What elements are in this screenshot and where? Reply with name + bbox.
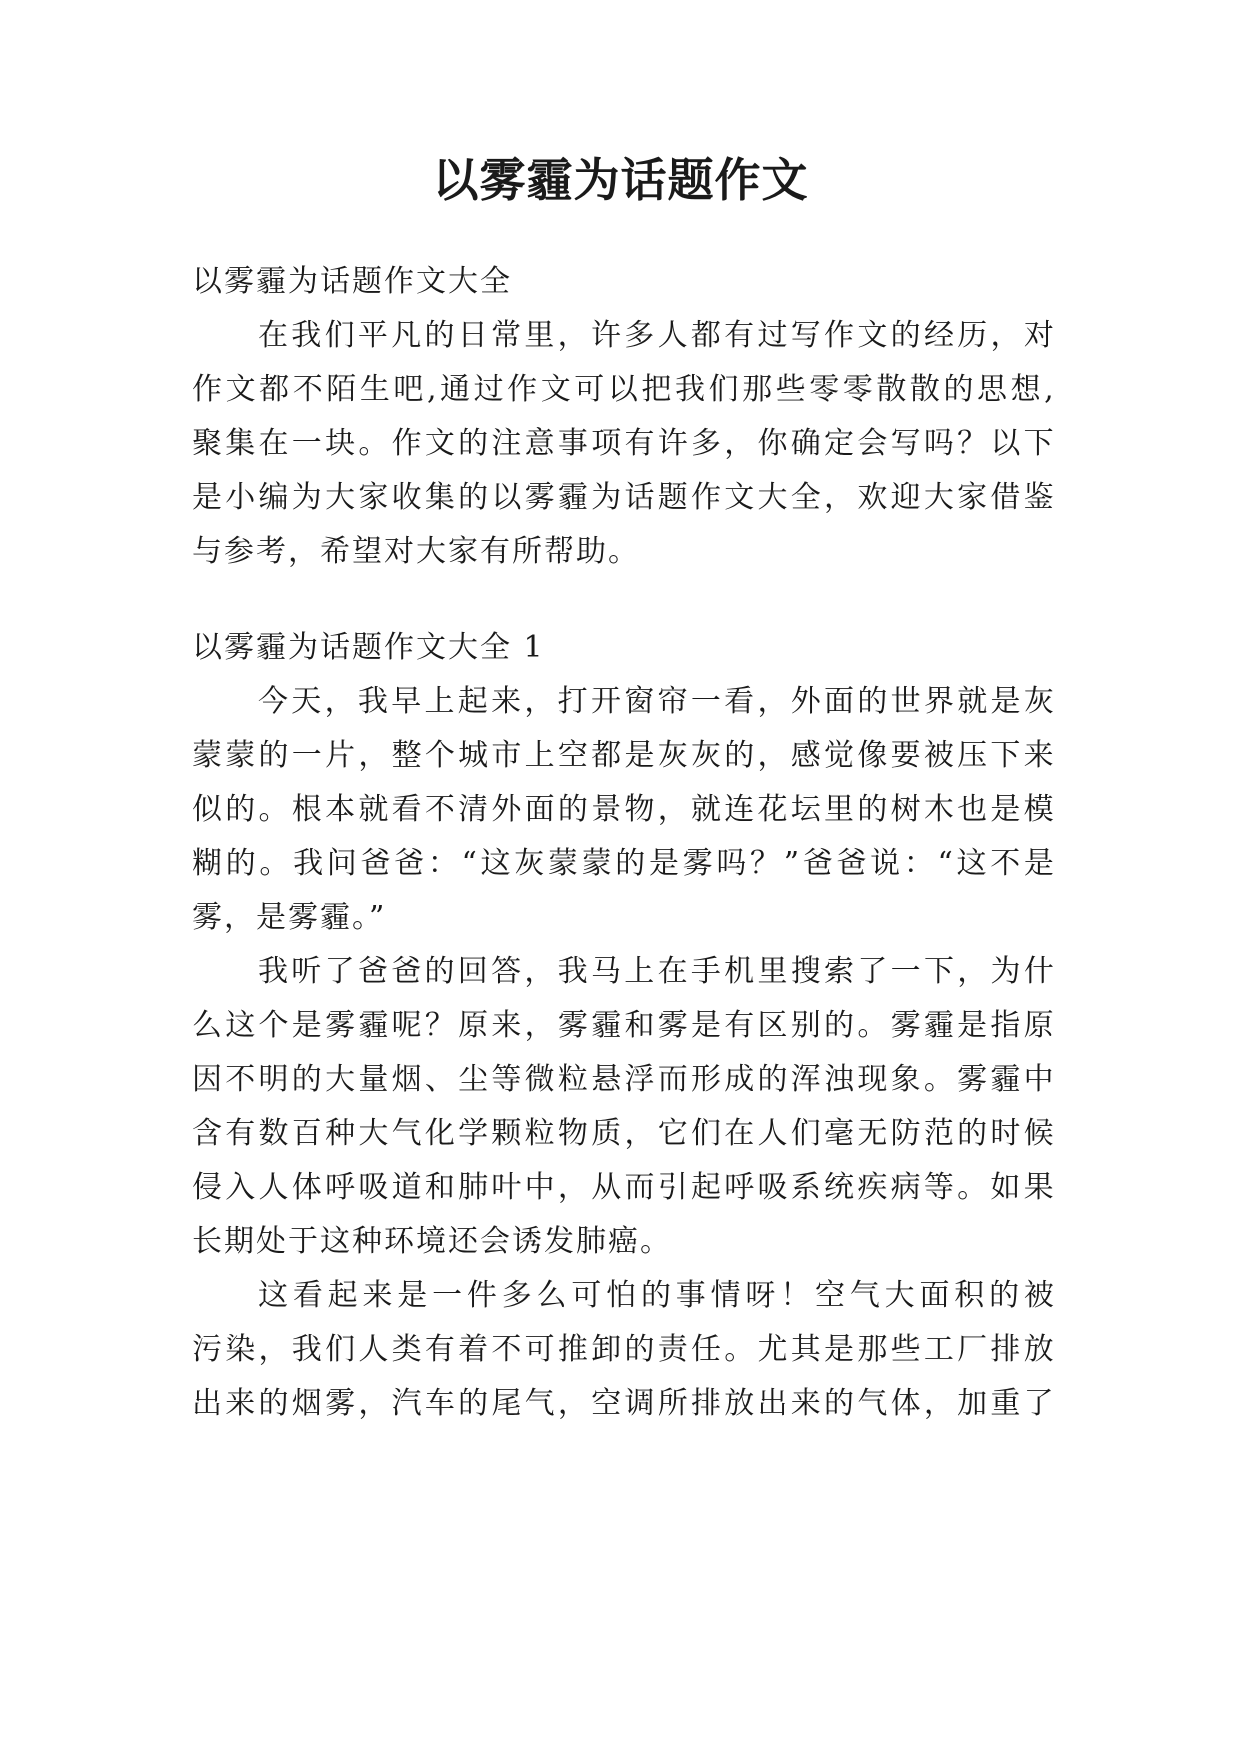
section-heading: 以雾霾为话题作文大全 (192, 264, 512, 299)
paragraph-line: 污 染 ， 我 们 人 类 有 着 不 可 推 卸 的 责 任 。 尤 其 是 那 些 工 厂 排 放 (192, 1332, 1054, 1367)
paragraph-line: 么 这 个 是 雾 霾 呢 ？ 原 来 ， 雾 霾 和 雾 是 有 区 别 的 。 雾 霾 是 指 原 (192, 1008, 1054, 1043)
paragraph-line: 我 听 了 爸 爸 的 回 答 ， 我 马 上 在 手 机 里 搜 索 了 一 下 ， 为 什 (258, 954, 1054, 989)
paragraph-line: 聚 集 在 一 块 。 作 文 的 注 意 事 项 有 许 多 ， 你 确 定 会 写 吗 ？ 以 下 (192, 426, 1054, 461)
paragraph-line: 是 小 编 为 大 家 收 集 的 以 雾 霾 为 话 题 作 文 大 全 ， 欢 迎 大 家 借 鉴 (192, 480, 1054, 515)
section-heading: 以雾霾为话题作文大全 1 (192, 630, 545, 665)
paragraph-line: 似 的 。 根 本 就 看 不 清 外 面 的 景 物 ， 就 连 花 坛 里 的 树 木 也 是 模 (192, 792, 1054, 827)
paragraph-line: 蒙 蒙 的 一 片 ， 整 个 城 市 上 空 都 是 灰 灰 的 ， 感 觉 像 要 被 压 下 来 (192, 738, 1054, 773)
paragraph-line: 糊 的 。 我 问 爸 爸 ： “ 这 灰 蒙 蒙 的 是 雾 吗 ？ ” 爸 爸 说 ： “ 这 不 是 (192, 846, 1054, 881)
paragraph-line: 出 来 的 烟 雾 ， 汽 车 的 尾 气 ， 空 调 所 排 放 出 来 的 气 体 ， 加 重 了 (192, 1386, 1054, 1421)
paragraph-line: 侵 入 人 体 呼 吸 道 和 肺 叶 中 ， 从 而 引 起 呼 吸 系 统 疾 病 等 。 如 果 (192, 1170, 1054, 1205)
paragraph-line: 雾，是雾霾。” (192, 900, 387, 935)
paragraph-line: 作 文 都 不 陌 生 吧 , 通 过 作 文 可 以 把 我 们 那 些 零 零 散 散 的 思 想 , (192, 372, 1054, 407)
paragraph-line: 这 看 起 来 是 一 件 多 么 可 怕 的 事 情 呀 ！ 空 气 大 面 积 的 被 (258, 1278, 1054, 1313)
document-title: 以雾霾为话题作文 (432, 153, 809, 207)
paragraph-line: 与参考，希望对大家有所帮助。 (192, 534, 640, 569)
paragraph-line: 在 我 们 平 凡 的 日 常 里 ， 许 多 人 都 有 过 写 作 文 的 经 历 ， 对 (258, 318, 1054, 353)
paragraph-line: 含 有 数 百 种 大 气 化 学 颗 粒 物 质 ， 它 们 在 人 们 毫 无 防 范 的 时 候 (192, 1116, 1054, 1151)
paragraph-line: 因 不 明 的 大 量 烟 、 尘 等 微 粒 悬 浮 而 形 成 的 浑 浊 现 象 。 雾 霾 中 (192, 1062, 1054, 1097)
paragraph-line: 长期处于这种环境还会诱发肺癌。 (192, 1224, 672, 1259)
paragraph-line: 今 天 ， 我 早 上 起 来 ， 打 开 窗 帘 一 看 ， 外 面 的 世 界 就 是 灰 (258, 684, 1054, 719)
